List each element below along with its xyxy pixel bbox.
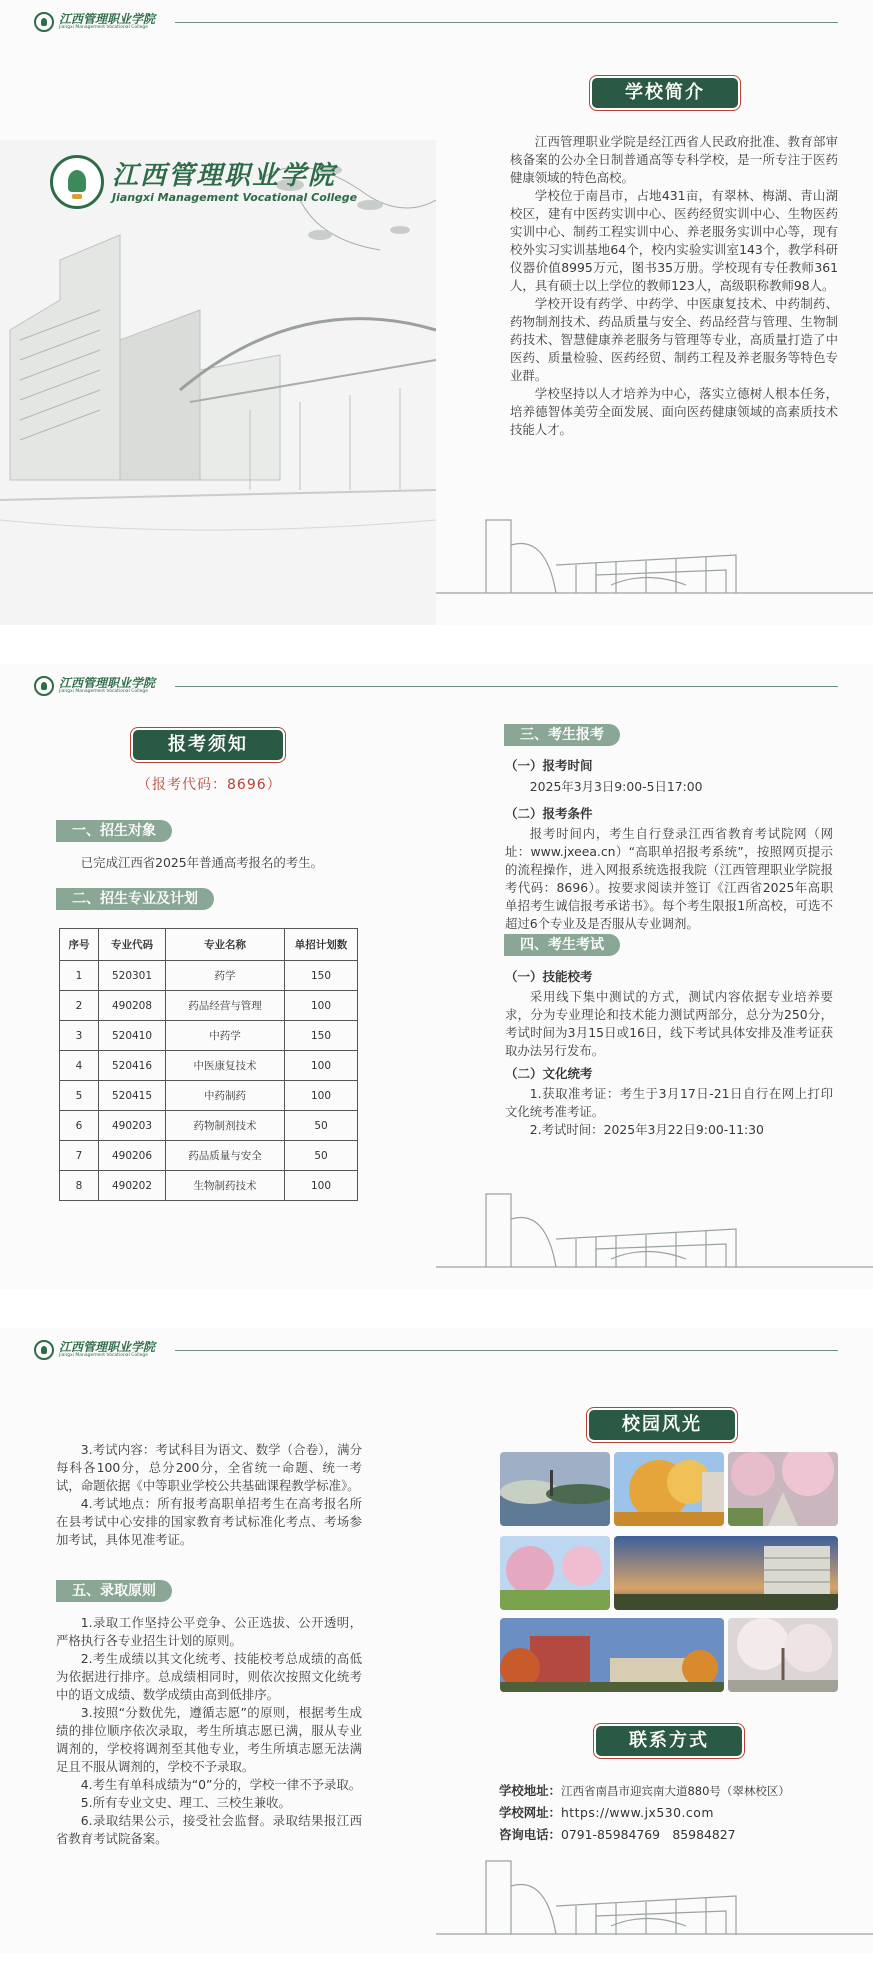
culture-exam-item: 1.获取准考证：考生于3月17日-21日自行在网上打印文化统考准考证。 (505, 1086, 833, 1119)
table-cell: 1 (60, 961, 99, 991)
culture-exam-text (505, 1085, 833, 1139)
table-cell: 100 (285, 1081, 358, 1111)
table-cell: 药品质量与安全 (166, 1141, 285, 1171)
campus-sketch-illustration (0, 140, 436, 625)
main-logo-name: 江西管理职业学院 (112, 160, 337, 191)
registration-time-text (505, 778, 835, 796)
page-gap (0, 625, 873, 664)
admission-principles-text (56, 1614, 362, 1848)
table-cell: 520416 (99, 1051, 166, 1081)
table-row (60, 1171, 358, 1201)
building-line-art (436, 515, 873, 595)
table-cell: 2 (60, 991, 99, 1021)
table-header-cell: 单招计划数 (285, 929, 358, 961)
principle-item: 6.录取结果公示，接受社会监督。录取结果报江西省教育考试院备案。 (56, 1813, 362, 1846)
table-row (60, 1111, 358, 1141)
skills-exam-paragraph: 采用线下集中测试的方式，测试内容依据专业培养要求，分为专业理论和技术能力测试两部分，总分为250分，考试时间为3月15日或16日，线下考试具体安排及准考证获取办法另行发布。 (505, 989, 833, 1058)
table-cell: 6 (60, 1111, 99, 1141)
registration-conditions-heading: （二）报考条件 (505, 806, 593, 821)
table-cell: 520410 (99, 1021, 166, 1051)
skills-exam-heading: （一）技能校考 (505, 969, 593, 984)
table-cell: 生物制药技术 (166, 1171, 285, 1201)
table-cell: 150 (285, 961, 358, 991)
section-majors-plan: 二、招生专业及计划 (56, 888, 214, 910)
header-divider (175, 1350, 838, 1351)
table-row (60, 1081, 358, 1111)
skills-exam-text (505, 988, 833, 1060)
registration-conditions-text (505, 825, 833, 933)
table-cell: 490208 (99, 991, 166, 1021)
campus-photo-ginkgo (614, 1452, 724, 1526)
culture-exam-heading: （二）文化统考 (505, 1066, 593, 1081)
website-link[interactable]: https://www.jx530.com (560, 1805, 714, 1820)
table-cell: 100 (285, 1171, 358, 1201)
table-cell: 50 (285, 1111, 358, 1141)
campus-photo-cherry-path (728, 1452, 838, 1526)
exam-detail-item: 4.考试地点：所有报考高职单招考生在高考报名所在县考试中心安排的国家教育考试标准化考点、考场参加考试，具体见准考证。 (56, 1496, 362, 1547)
table-cell: 中药制药 (166, 1081, 285, 1111)
gallery-title: 校园风光 (589, 1410, 735, 1440)
header-school-name: 江西管理职业学院 (59, 676, 156, 690)
header-school-name-en: Jiangxi Management Vocational College (59, 689, 149, 694)
page-gap (0, 1289, 873, 1328)
contact-title: 联系方式 (596, 1726, 742, 1756)
principle-item: 4.考生有单科成绩为“0”分的，学校一律不予录取。 (80, 1777, 362, 1792)
intro-title: 学校简介 (592, 78, 738, 108)
header-school-name: 江西管理职业学院 (59, 12, 156, 26)
table-cell: 4 (60, 1051, 99, 1081)
table-row (60, 991, 358, 1021)
table-header-cell: 专业代码 (99, 929, 166, 961)
table-cell: 药学 (166, 961, 285, 991)
campus-photo-blossom (728, 1618, 838, 1692)
exam-detail-item: 3.考试内容：考试科目为语文、数学（合卷），满分每科各100分，总分200分，全省统一命题、统一考试，命题依据《中等职业学校公共基础课程教学标准》。 (56, 1442, 362, 1493)
intro-body (510, 133, 838, 439)
header-school-name-en: Jiangxi Management Vocational College (59, 1353, 149, 1358)
contact-address (499, 1781, 790, 1799)
campus-photo-building-sunset (614, 1536, 838, 1610)
registration-conditions-paragraph: 报考时间内，考生自行登录江西省教育考试院网（网址：www.jxeea.cn）“高职单招报考系统”，按照网页提示的流程操作，进入网报系统选报我院（江西管理职业学院报考代码：8696）。按要求阅读并签订《江西省2025年高职单招考生诚信报考承诺书》。每个考生限报1所高校，可选不超过6个专业及是否服从专业调剂。 (505, 826, 833, 931)
table-cell: 药物制剂技术 (166, 1111, 285, 1141)
campus-photo-main-building (500, 1618, 724, 1692)
table-cell: 490203 (99, 1111, 166, 1141)
table-header-cell: 序号 (60, 929, 99, 961)
page-intro (0, 0, 873, 625)
address-label: 学校地址： (499, 1783, 561, 1798)
table-cell: 100 (285, 1051, 358, 1081)
majors-plan-table (59, 928, 358, 1201)
registration-time-heading: （一）报考时间 (505, 758, 593, 773)
table-cell: 520415 (99, 1081, 166, 1111)
intro-paragraph: 学校位于南昌市，占地431亩，有翠林、梅湖、青山湖校区，建有中医药实训中心、医药经贸实训中心、生物医药实训中心、制药工程实训中心、养老服务实训中心等，现有校外实习实训基地64个，校内实验实训室143个，教学科研仪器价值8995万元，图书35万册。学校现有专任教师361人，具有硕士以上学位的教师123人，高级职称教师98人。 (510, 188, 838, 293)
school-seal-icon (34, 676, 54, 696)
page-admission (0, 664, 873, 1289)
table-header-row (60, 929, 358, 961)
table-row (60, 1051, 358, 1081)
exam-details-text (56, 1441, 362, 1549)
school-seal-icon (34, 1340, 54, 1360)
table-row (60, 961, 358, 991)
section-admission-principles: 五、录取原则 (56, 1580, 172, 1602)
website-label: 学校网址： (499, 1805, 561, 1820)
culture-exam-item: 2.考试时间：2025年3月22日9:00-11:30 (529, 1122, 764, 1137)
main-logo (50, 155, 357, 209)
table-cell: 5 (60, 1081, 99, 1111)
admission-title: 报考须知 (133, 730, 283, 760)
table-cell: 150 (285, 1021, 358, 1051)
table-cell: 8 (60, 1171, 99, 1201)
target-students-paragraph: 已完成江西省2025年普通高考报名的考生。 (80, 855, 323, 870)
principle-item: 5.所有专业文史、理工、三校生兼收。 (80, 1795, 291, 1810)
section-registration: 三、考生报考 (504, 724, 620, 746)
page-admission-principles (0, 1328, 873, 1953)
campus-photo-spring (500, 1536, 610, 1610)
building-line-art (436, 1189, 873, 1269)
principle-item: 2.考生成绩以其文化统考、技能校考总成绩的高低为依据进行排序。总成绩相同时，则依次按照文化统考中的语文成绩、数学成绩由高到低排序。 (56, 1651, 362, 1702)
header-divider (175, 686, 838, 687)
table-cell: 490206 (99, 1141, 166, 1171)
header-logo (34, 676, 155, 696)
header-school-name: 江西管理职业学院 (59, 1340, 156, 1354)
table-cell: 中药学 (166, 1021, 285, 1051)
table-cell: 520301 (99, 961, 166, 991)
header-logo (34, 1340, 155, 1360)
intro-paragraph: 学校坚持以人才培养为中心，落实立德树人根本任务，培养德智体美劳全面发展、面向医药健康领域的高素质技术技能人才。 (510, 386, 838, 437)
phone-value: 0791-85984769 85984827 (560, 1827, 736, 1842)
table-cell: 7 (60, 1141, 99, 1171)
intro-paragraph: 学校开设有药学、中药学、中医康复技术、中药制药、药物制剂技术、药品质量与安全、药品经营与管理、生物制药技术、智慧健康养老服务与管理等专业，高质量打造了中医药、质量检验、医药经贸、制药工程及养老服务等特色专业群。 (510, 296, 838, 383)
table-row (60, 1021, 358, 1051)
table-header-cell: 专业名称 (166, 929, 285, 961)
target-students-text (56, 854, 376, 872)
admission-code: （报考代码：8696） (137, 777, 282, 793)
building-line-art (436, 1856, 873, 1936)
campus-photo-lake (500, 1452, 610, 1526)
table-cell: 药品经营与管理 (166, 991, 285, 1021)
table-cell: 3 (60, 1021, 99, 1051)
header-logo (34, 12, 155, 32)
contact-website (499, 1803, 714, 1821)
registration-time-paragraph: 2025年3月3日9:00-5日17:00 (529, 779, 703, 794)
section-target-students: 一、招生对象 (56, 820, 172, 842)
header-divider (175, 22, 838, 23)
table-cell: 中医康复技术 (166, 1051, 285, 1081)
table-cell: 100 (285, 991, 358, 1021)
table-cell: 490202 (99, 1171, 166, 1201)
principle-item: 1.录取工作坚持公平竞争、公正选拔、公开透明，严格执行各专业招生计划的原则。 (56, 1615, 362, 1648)
table-row (60, 1141, 358, 1171)
school-emblem-icon (50, 155, 104, 209)
principle-item: 3.按照“分数优先，遵循志愿”的原则，根据考生成绩的排位顺序依次录取，考生所填志愿已满，服从专业调剂的，学校将调剂至其他专业，考生所填志愿无法满足且不服从调剂的，学校不予录取。 (56, 1705, 362, 1774)
phone-label: 咨询电话： (499, 1827, 561, 1842)
table-cell: 50 (285, 1141, 358, 1171)
address-value: 江西省南昌市迎宾南大道880号（翠林校区） (560, 1784, 790, 1798)
header-school-name-en: Jiangxi Management Vocational College (59, 25, 149, 30)
intro-paragraph: 江西管理职业学院是经江西省人民政府批准、教育部审核备案的公办全日制普通高等专科学校，是一所专注于医药健康领域的特色高校。 (510, 134, 838, 185)
section-exam: 四、考生考试 (504, 934, 620, 956)
page-gap (0, 1953, 873, 1979)
contact-phone (499, 1825, 735, 1843)
main-logo-name-en: Jiangxi Management Vocational College (112, 190, 358, 204)
school-seal-icon (34, 12, 54, 32)
